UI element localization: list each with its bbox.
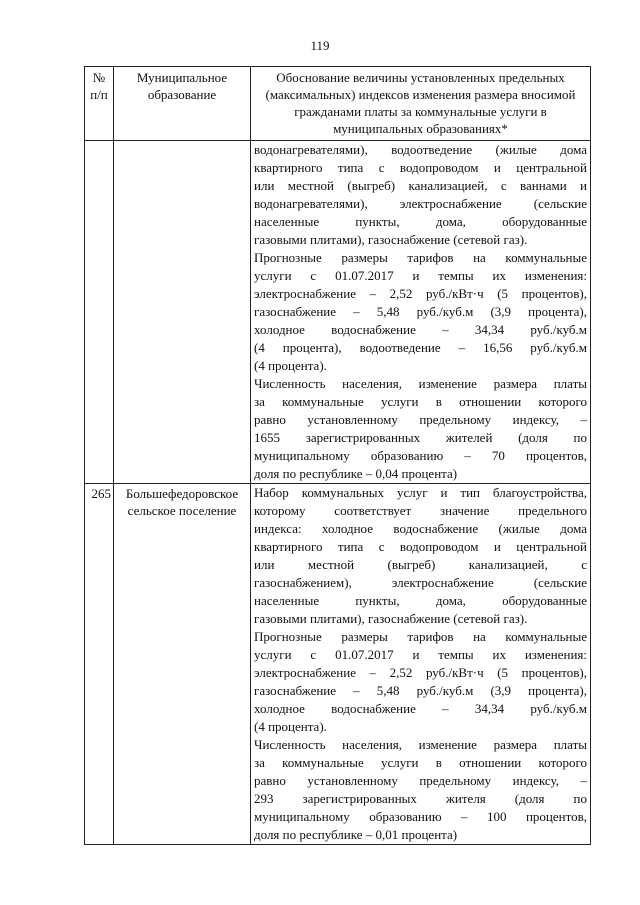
basis-text-line: 293 зарегистрированных жителя (доля по [254, 791, 587, 806]
basis-text-line: или местной (выгреб) канализацией, с [254, 557, 587, 572]
basis-text-line: газоснабжением), электроснабжение (сельские [254, 575, 587, 590]
row-number: 265 [85, 484, 114, 845]
basis-text-line: (4 процента). [254, 358, 327, 373]
basis-text-line: или местной (выгреб) канализацией, с ваннами и [254, 178, 587, 193]
basis-text-line: услуги с 01.07.2017 и темпы их изменения: [254, 268, 587, 283]
basis-text-line: водонагревателями), электроснабжение (сельские [254, 196, 587, 211]
basis-text-line: Набор коммунальных услуг и тип благоустройства, [254, 485, 587, 500]
basis-text-line: водонагревателями), водоотведение (жилые дома [254, 142, 587, 157]
basis-text-line: электроснабжение – 2,52 руб./кВт·ч (5 процентов), [254, 286, 587, 301]
basis-text-line: индекса: холодное водоснабжение (жилые дома [254, 521, 587, 536]
basis-text-line: равно установленному предельному индексу, – [254, 412, 587, 427]
row-municipality: Большефедоровское сельское поселение [114, 484, 251, 845]
basis-text-line: 1655 зарегистрированных жителей (доля по [254, 430, 587, 445]
basis-text-line: доля по республике – 0,01 процента) [254, 827, 458, 842]
basis-text-line: (4 процента), водоотведение – 16,56 руб./куб.м [254, 340, 587, 355]
basis-text-line: газоснабжение – 5,48 руб./куб.м (3,9 процента), [254, 304, 587, 319]
table-row [85, 484, 591, 845]
basis-text-line: Численность населения, изменение размера платы [254, 376, 587, 391]
row-basis [251, 141, 591, 484]
basis-text-line: которому соответствует значение предельного [254, 503, 587, 518]
basis-text-line: равно установленному предельному индексу, – [254, 773, 587, 788]
basis-text-line: Прогнозные размеры тарифов на коммунальные [254, 629, 587, 644]
tariff-index-table [84, 66, 591, 845]
basis-text-line: (4 процента). [254, 719, 327, 734]
basis-text-line: населенные пункты, дома, оборудованные [254, 593, 587, 608]
basis-text-line: квартирного типа с водопроводом и центральной [254, 160, 587, 175]
header-number: № п/п [85, 67, 114, 141]
header-municipality: Муниципальное образование [114, 67, 251, 141]
basis-text-line: газовыми плитами), газоснабжение (сетевой газ). [254, 232, 528, 247]
basis-text-line: доля по республике – 0,04 процента) [254, 466, 458, 481]
basis-text-line: Численность населения, изменение размера платы [254, 737, 587, 752]
table-header-row [85, 67, 591, 141]
basis-text-line: холодное водоснабжение – 34,34 руб./куб.м [254, 701, 587, 716]
basis-text-line: муниципальному образованию – 70 процентов, [254, 448, 587, 463]
table-row [85, 141, 591, 484]
basis-text-line: за коммунальные услуги в отношении которого [254, 755, 587, 770]
row-basis [251, 484, 591, 845]
basis-text-line: электроснабжение – 2,52 руб./кВт·ч (5 процентов), [254, 665, 587, 680]
basis-text-line: муниципальному образованию – 100 процентов, [254, 809, 587, 824]
basis-text-line: холодное водоснабжение – 34,34 руб./куб.м [254, 322, 587, 337]
table-body [85, 141, 591, 845]
basis-text-line: квартирного типа с водопроводом и центральной [254, 539, 587, 554]
page-number: 119 [310, 38, 330, 53]
basis-text-line: населенные пункты, дома, оборудованные [254, 214, 587, 229]
basis-text-line: за коммунальные услуги в отношении которого [254, 394, 587, 409]
row-number [85, 141, 114, 484]
row-municipality [114, 141, 251, 484]
basis-text-line: газоснабжение – 5,48 руб./куб.м (3,9 процента), [254, 683, 587, 698]
basis-text-line: Прогнозные размеры тарифов на коммунальные [254, 250, 587, 265]
basis-text-line: газовыми плитами), газоснабжение (сетевой газ). [254, 611, 528, 626]
header-basis: Обоснование величины установленных предельных (максимальных) индексов изменения размера вносимой гражданами платы за коммунальные услуги в муниципальных образованиях* [251, 67, 591, 141]
basis-text-line: услуги с 01.07.2017 и темпы их изменения: [254, 647, 587, 662]
